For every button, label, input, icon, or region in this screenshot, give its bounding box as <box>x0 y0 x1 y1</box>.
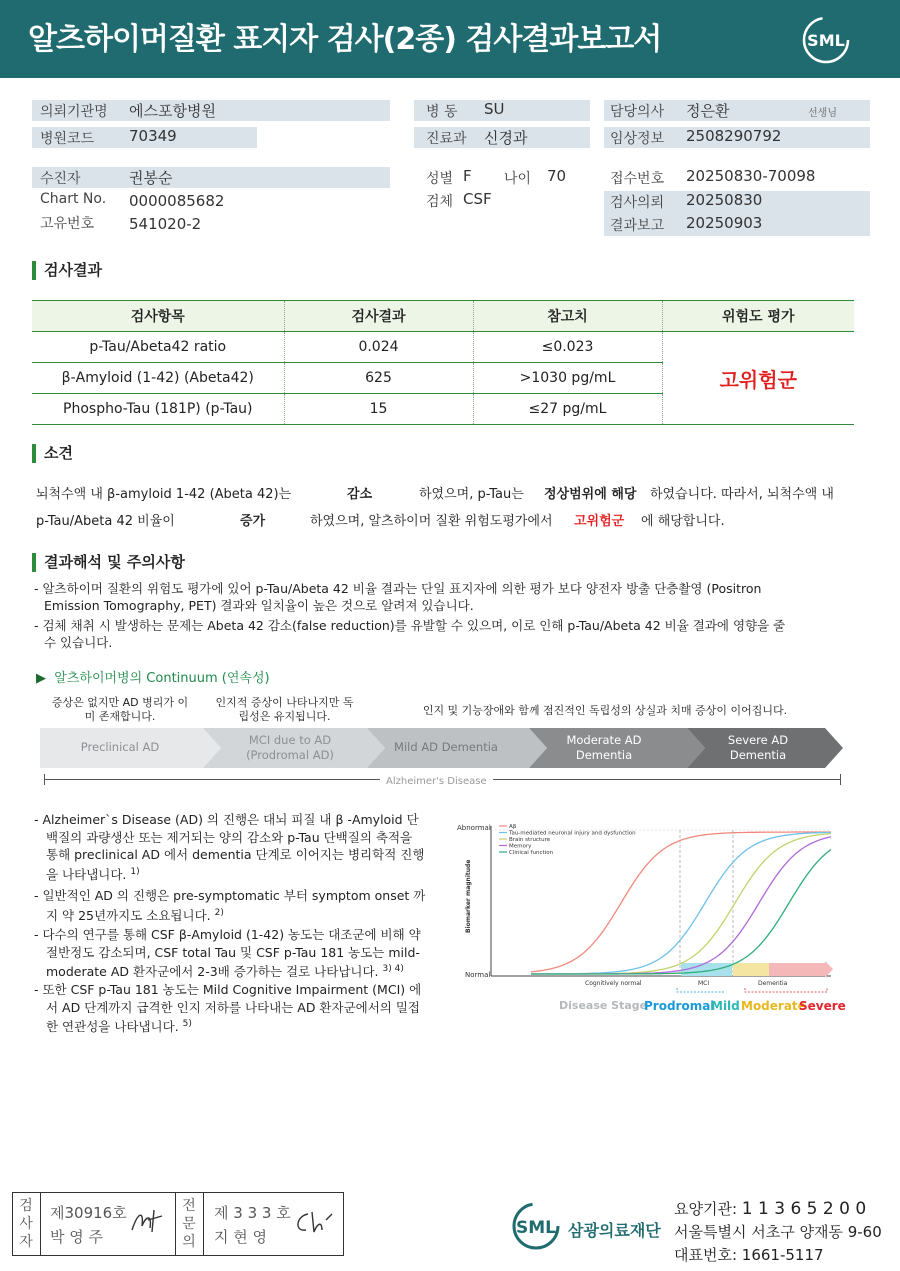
continuum-title <box>36 667 270 686</box>
axis-label: Alzheimer's Disease <box>380 776 493 787</box>
axis-tick <box>44 774 45 785</box>
chart-no-label: Chart No. <box>40 191 107 207</box>
test-reference: >1030 pg/mL <box>473 363 662 394</box>
continuum-title-text: 알츠하이머병의 Continuum (연속성) <box>54 671 270 686</box>
arrowhead-icon <box>825 961 833 978</box>
uid-value: 541020-2 <box>129 215 202 233</box>
y-top-label: Abnormal <box>457 824 491 832</box>
stage-label: Severe AD Dementia <box>727 733 789 762</box>
specimen-label: 검체 <box>426 194 454 210</box>
dept-label: 진료과 <box>426 131 467 147</box>
test-reference: ≤0.023 <box>473 332 662 363</box>
opinion-text: 뇌척수액 내 β-amyloid 1-42 (Abeta 42)는 <box>36 487 292 502</box>
stage-description: 증상은 없지만 AD 병리가 이미 존재합니다. <box>51 696 189 723</box>
severe-band <box>769 963 825 976</box>
dept-value: 신경과 <box>484 129 528 147</box>
series-line <box>531 834 831 974</box>
ward-label: 병 동 <box>426 104 458 120</box>
x-segment-label: Dementia <box>758 980 788 987</box>
doctor-label: 담당의사 <box>610 104 665 120</box>
stage-label-severe: Severe <box>799 999 846 1013</box>
opinion-highlight: 정상범위에 해당 <box>544 487 637 502</box>
stage-description: 인지적 증상이 나타나지만 독립성은 유지됩니다. <box>215 696 354 723</box>
test-item: β-Amyloid (1-42) (Abeta42) <box>32 363 284 394</box>
stage-label-mild: Mild <box>711 999 740 1013</box>
receipt-label: 접수번호 <box>610 171 665 187</box>
results-table <box>32 300 854 425</box>
col-header: 검사결과 <box>284 301 473 332</box>
x-segment-label: Cognitively normal <box>585 980 642 987</box>
y-axis-title: Biomarker magnitude <box>465 859 472 933</box>
bullet-item <box>34 981 426 1036</box>
bullet-ref: 2) <box>214 907 224 918</box>
legend-label: Tau-mediated neuronal injury and dysfunction <box>509 830 636 837</box>
bullet-text: - 또한 CSF p-Tau 181 농도는 Mild Cognitive Impairment (MCI) 에서 AD 단계까지 급격한 인지 저하를 나타내는 AD 환자군에서의 밀접한 연관성을 나타냅니다. <box>34 982 422 1035</box>
opinion-section-title: 소견 <box>32 444 73 463</box>
report-title: 알츠하이머질환 표지자 검사(2종) 검사결과보고서 <box>28 22 662 57</box>
signer-role: 검사자 <box>19 1198 33 1250</box>
institution-value: 에스포항병원 <box>129 102 216 120</box>
phone-label: 대표번호: <box>674 1246 738 1264</box>
facility-code-value: 1 1 3 6 5 2 0 0 <box>741 1199 867 1219</box>
test-result: 0.024 <box>284 332 473 363</box>
receipt-value: 20250830-70098 <box>686 167 816 185</box>
col-header: 검사항목 <box>32 301 284 332</box>
opinion-text: 하였으며, 알츠하이머 질환 위험도평가에서 <box>310 514 553 529</box>
clinical-value: 2508290792 <box>686 127 782 145</box>
divider <box>203 1192 204 1256</box>
opinion-highlight: 증가 <box>240 514 266 529</box>
stage-label: Mild AD Dementia <box>394 740 498 754</box>
bullet-ref: 5) <box>182 1019 192 1029</box>
stage-label: Moderate AD Dementia <box>566 733 642 762</box>
institution-label: 의뢰기관명 <box>40 104 108 120</box>
sml-logo <box>800 14 852 66</box>
license-no: 제30916호 <box>50 1204 127 1222</box>
patient-name-value: 권봉순 <box>129 169 173 187</box>
facility-code <box>674 1198 866 1219</box>
test-result: 15 <box>284 394 473 425</box>
info-bar <box>32 167 390 188</box>
triangle-right-icon: ▶ <box>36 671 46 686</box>
legend-label: Memory <box>509 843 532 850</box>
signature-mark <box>292 1208 336 1238</box>
stage-label: MCI due to AD (Prodromal AD) <box>246 733 334 762</box>
series-line <box>531 837 831 974</box>
test-item: Phospho-Tau (181P) (p-Tau) <box>32 394 284 425</box>
legend-label: Aβ <box>509 824 517 830</box>
opinion-text: 하였습니다. 따라서, 뇌척수액 내 <box>650 487 834 502</box>
col-header: 참고치 <box>473 301 662 332</box>
footer-logo-text: SML <box>516 1218 556 1238</box>
bullet-item <box>34 887 426 924</box>
moderate-band <box>733 963 769 976</box>
bullet-text: - 일반적인 AD 의 진행은 pre-symptomatic 부터 symptom onset 까지 약 25년까지도 소요됩니다. <box>34 888 426 923</box>
mci-band <box>681 963 732 976</box>
x-segment-label: MCI <box>698 980 710 987</box>
test-reference: ≤27 pg/mL <box>473 394 662 425</box>
interpretation-note: - 알츠하이머 질환의 위험도 평가에 있어 p-Tau/Abeta 42 비율 결과는 단일 표지자에 의한 평가 보다 양전자 방출 단층촬영 (Positron Emission Tomography, PET) 결과와 일치율이 높은 것으로 알려져 있습니다. <box>34 581 762 613</box>
legend-label: Brain structure <box>509 837 551 843</box>
test-result: 625 <box>284 363 473 394</box>
doctor-value: 정은환 <box>686 102 730 120</box>
bullet-ref: 3) 4) <box>382 964 404 974</box>
hospital-code-label: 병원코드 <box>40 131 95 147</box>
table-row <box>32 332 854 363</box>
address: 서울특별시 서초구 양재동 9-60 <box>674 1223 882 1241</box>
signer-name: 지 현 영 <box>214 1228 268 1246</box>
stage-label-moderate: Moderate <box>741 999 806 1013</box>
opinion-text: 에 해당합니다. <box>641 514 725 529</box>
opinion-text: p-Tau/Abeta 42 비율이 <box>36 514 175 529</box>
bullet-ref: 1) <box>130 866 140 877</box>
series-line <box>531 832 831 974</box>
request-label: 검사의뢰 <box>610 195 665 211</box>
signer-role: 전문의 <box>182 1198 196 1250</box>
stage-label-prodromal: Prodromal <box>644 999 715 1013</box>
opinion-highlight: 감소 <box>347 487 373 502</box>
chart-no-value: 0000085682 <box>129 192 225 210</box>
sex-value: F <box>463 167 472 185</box>
bullet-item <box>34 811 426 883</box>
logo-text: SML <box>807 31 845 50</box>
phone <box>674 1244 824 1265</box>
bullet-text: - 다수의 연구를 통해 CSF β-Amyloid (1-42) 농도는 대조군에 비해 약 절반정도 감소되며, CSF total Tau 및 CSF p-Tau 181 농도는 mild-moderate AD 환자군에서 2-3배 증가하는 걸로 나타납니다. <box>34 927 421 980</box>
report-label: 결과보고 <box>610 218 665 234</box>
interpretation-note: - 검체 채취 시 발생하는 문제는 Abeta 42 감소(false reduction)를 유발할 수 있으며, 이로 인해 p-Tau/Abeta 42 비율 결과에 영향을 줄 수 있습니다. <box>34 618 786 650</box>
col-header: 위험도 평가 <box>662 301 854 332</box>
interpretation-section-title: 결과해석 및 주의사항 <box>32 553 185 572</box>
request-value: 20250830 <box>686 191 763 209</box>
series-line <box>531 850 831 975</box>
bullet-item <box>34 926 426 981</box>
organization-name: 삼광의료재단 <box>568 1221 661 1240</box>
x-axis-title: Disease Stage <box>559 999 648 1012</box>
legend-label: Clinical function <box>509 850 554 856</box>
phone-value: 1661-5117 <box>741 1246 824 1264</box>
divider <box>40 1192 41 1256</box>
patient-name-label: 수진자 <box>40 171 81 187</box>
sml-footer-logo <box>510 1200 566 1252</box>
results-header-row <box>32 301 854 332</box>
hospital-code-value: 70349 <box>129 127 177 145</box>
uid-label: 고유번호 <box>40 216 95 232</box>
test-item: p-Tau/Abeta42 ratio <box>32 332 284 363</box>
stage-description: 인지 및 기능장애와 함께 점진적인 독립성의 상실과 치매 증상이 이어집니다. <box>422 704 788 717</box>
risk-assessment: 고위험군 <box>662 332 854 425</box>
bullet-text: - Alzheimer`s Disease (AD) 의 진행은 대뇌 피질 내 β -Amyloid 단백질의 과량생산 또는 제거되는 양의 감소와 p-Tau 단백질의 축적을 통해 preclinical AD 에서 dementia 단계로 이어지는 병리학적 진행을 나타냅니다. <box>34 812 425 882</box>
axis-tick <box>840 774 841 785</box>
report-value: 20250903 <box>686 214 763 232</box>
series-line <box>531 832 831 972</box>
signature-mark <box>128 1206 168 1236</box>
severe-bracket <box>745 988 827 992</box>
facility-code-label: 요양기관: <box>674 1200 738 1218</box>
age-value: 70 <box>547 167 567 185</box>
age-label: 나이 <box>504 171 532 187</box>
signer-name: 박 영 주 <box>50 1228 104 1246</box>
stage-label: Preclinical AD <box>80 740 160 754</box>
divider <box>175 1192 176 1256</box>
ward-value: SU <box>484 100 505 118</box>
opinion-risk: 고위험군 <box>574 514 625 529</box>
biomarker-chart <box>455 818 855 1018</box>
y-bottom-label: Normal <box>465 971 491 979</box>
sex-label: 성별 <box>426 171 454 187</box>
doctor-suffix: 선생님 <box>808 108 837 119</box>
clinical-label: 임상정보 <box>610 131 665 147</box>
specimen-value: CSF <box>463 190 492 208</box>
results-section-title: 검사결과 <box>32 261 102 280</box>
opinion-text: 하였으며, p-Tau는 <box>419 487 524 502</box>
license-no: 제 3 3 3 호 <box>214 1204 291 1222</box>
prodromal-bracket <box>677 988 725 992</box>
